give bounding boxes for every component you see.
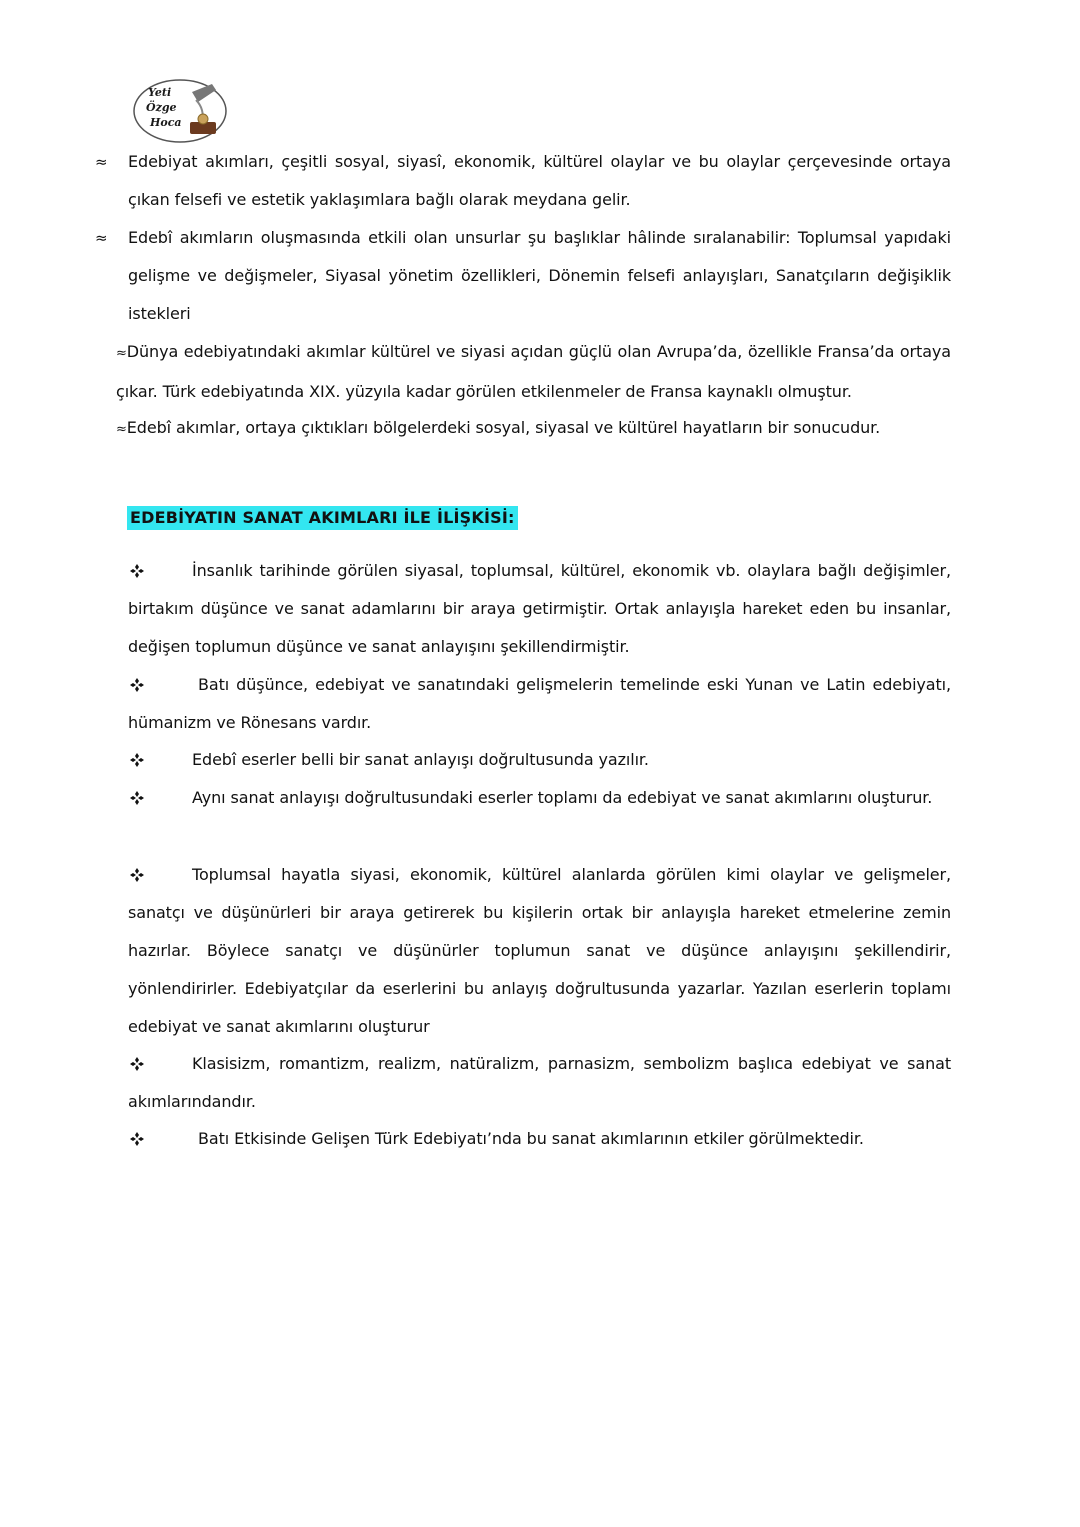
logo-word-1: Yeti <box>148 86 172 99</box>
approx-bullet-icon: ≈ <box>95 229 108 247</box>
section-paragraph-6: Klasisizm, romantizm, realizm, natüralizm, parnasizm, sembolizm başlıca edebiyat ve sanat akımlarındandır. <box>128 1054 951 1111</box>
intro-paragraph-4 <box>116 409 951 449</box>
logo-word-3: Hoca <box>150 116 182 129</box>
approx-bullet-icon: ≈ <box>116 422 127 437</box>
section-paragraph-1: İnsanlık tarihinde görülen siyasal, toplumsal, kültürel, ekonomik vb. olaylara bağlı değişimler, birtakım düşünce ve sanat adamlarını bir araya getirmiştir. Ortak anlayışla hareket eden bu insanlar, değişen toplumun düşünce ve sanat anlayışını şekillendirmiştir. <box>128 561 951 656</box>
section-paragraph-3: Edebî eserler belli bir sanat anlayışı doğrultusunda yazılır. <box>192 750 649 769</box>
approx-bullet-icon: ≈ <box>95 153 108 171</box>
section-paragraph-2: Batı düşünce, edebiyat ve sanatındaki gelişmelerin temelinde eski Yunan ve Latin edebiyatı, hümanizm ve Rönesans vardır. <box>128 675 951 732</box>
intro-paragraph-4-text: Edebî akımlar, ortaya çıktıkları bölgelerdeki sosyal, siyasal ve kültürel hayatların bir sonucudur. <box>126 418 881 437</box>
logo-word-2: Özge <box>146 101 177 114</box>
intro-paragraph-1: Edebiyat akımları, çeşitli sosyal, siyasî, ekonomik, kültürel olaylar ve bu olaylar çerçevesinde ortaya çıkan felsefi ve estetik yaklaşımlara bağlı olarak meydana gelir. <box>128 152 951 209</box>
intro-paragraph-2: Edebî akımların oluşmasında etkili olan unsurlar şu başlıklar hâlinde sıralanabilir: Toplumsal yapıdaki gelişme ve değişmeler, Siyasal yönetim özellikleri, Dönemin felsefi anlayışları, Sanatçıların değişiklik istekleri <box>128 228 951 323</box>
section-paragraph-7: Batı Etkisinde Gelişen Türk Edebiyatı’nda bu sanat akımlarının etkiler görülmektedir. <box>198 1129 864 1148</box>
section-paragraph-4: Aynı sanat anlayışı doğrultusundaki eserler toplamı da edebiyat ve sanat akımlarını oluşturur. <box>192 788 933 807</box>
section-heading: EDEBİYATIN SANAT AKIMLARI İLE İLİŞKİSİ: <box>127 506 518 530</box>
logo <box>132 78 228 144</box>
intro-paragraph-3-text: Dünya edebiyatındaki akımlar kültürel ve siyasi açıdan güçlü olan Avrupa’da, özellikle Fransa’da ortaya çıkar. Türk edebiyatında XIX. yüzyıla kadar görülen etkilenmeler de Fransa kaynaklı olmuştur. <box>116 342 951 401</box>
section-paragraph-5: Toplumsal hayatla siyasi, ekonomik, kültürel alanlarda görülen kimi olaylar ve gelişmeler, sanatçı ve düşünürleri bir araya getirerek bu kişilerin ortak bir anlayışla hareket etmelerine zemin hazırlar. Böylece sanatçı ve düşünürler toplumun sanat ve düşünce anlayışını şekillendirir, yönlendirirler. Edebiyatçılar da eserlerini bu anlayış doğrultusunda yazarlar. Yazılan eserlerin toplamı edebiyat ve sanat akımlarını oluşturur <box>128 865 951 1036</box>
approx-bullet-icon: ≈ <box>116 346 127 361</box>
intro-paragraph-3 <box>116 333 951 411</box>
